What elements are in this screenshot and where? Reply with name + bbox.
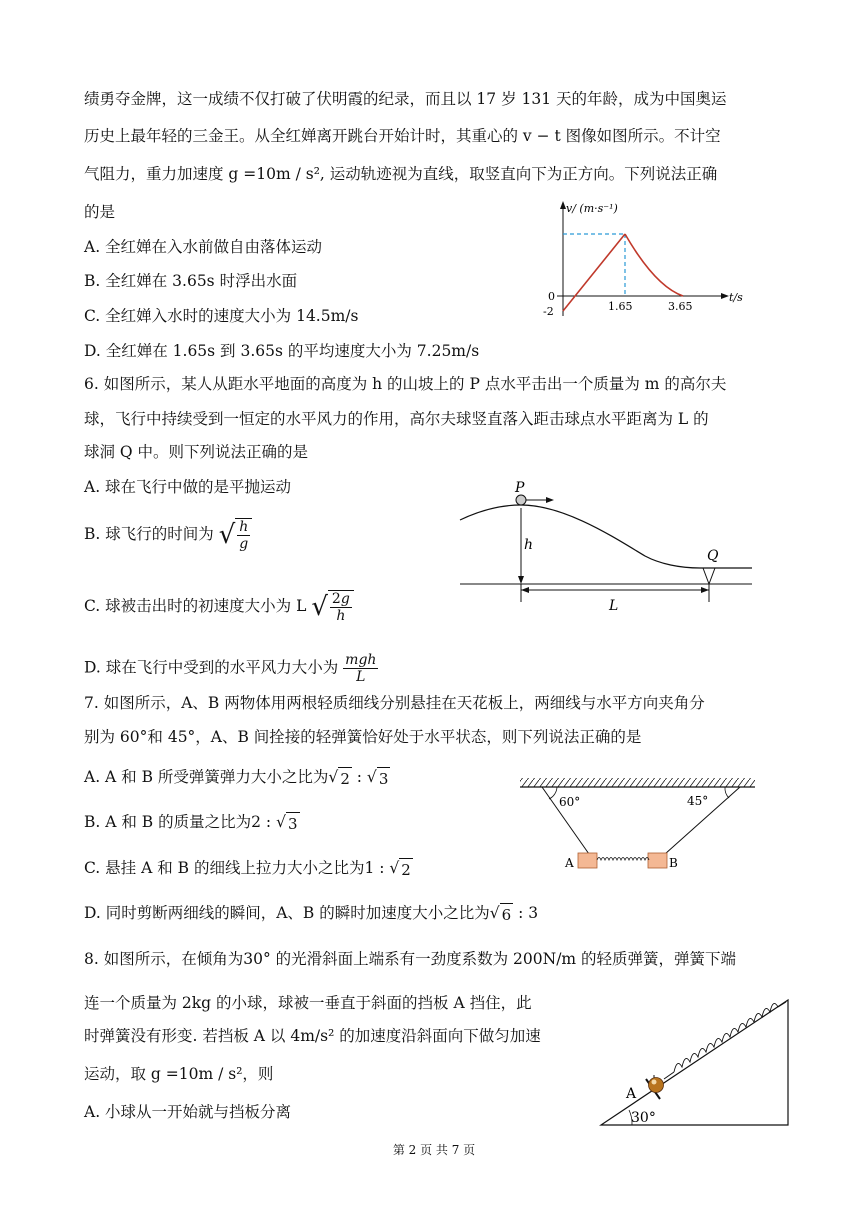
vt-graph [535, 198, 750, 323]
spring-figure [515, 772, 760, 877]
q5-stem-line4: 的是 [84, 203, 116, 221]
spring-angle-60: 60° [559, 795, 581, 809]
q6-option-d-text: D. 球在飞行中受到的水平风力大小为 [84, 658, 339, 677]
q7-option-d [84, 902, 538, 926]
q7-option-c [84, 857, 413, 881]
q5-option-d: D. 全红婵在 1.65s 到 3.65s 的平均速度大小为 7.25m/s [84, 342, 480, 360]
q7-option-a [84, 766, 390, 790]
incline-figure [598, 995, 793, 1130]
q8-stem-line2: 连一个质量为 2kg 的小球，球被一垂直于斜面的挡板 A 挡住，此 [84, 994, 532, 1012]
q6-option-c [84, 590, 354, 624]
spring-label-a: A [565, 856, 574, 870]
q6-option-b-text: B. 球飞行的时间为 [84, 525, 214, 543]
q6-option-c-text: C. 球被击出时的初速度大小为 L [84, 597, 307, 615]
sqrt-2g-over-h: √ $\frac{2g}{h}$ [311, 590, 353, 624]
q5-option-c: C. 全红婵入水时的速度大小为 14.5m/s [84, 307, 359, 325]
q5-stem-line2: 历史上最年轻的三金王。从全红婵离开跳台开始计时，其重心的 v − t 图像如图所示。不计空 [84, 127, 721, 145]
q5-option-b: B. 全红婵在 3.65s 时浮出水面 [84, 272, 298, 290]
q8-stem-line3: 时弹簧没有形变. 若挡板 A 以 4m/s² 的加速度沿斜面向下做匀加速 [84, 1027, 541, 1045]
ratio-1-sqrt2: 1 : √ 2 [364, 859, 411, 879]
golf-label-h: h [524, 537, 534, 553]
q6-option-a: A. 球在飞行中做的是平抛运动 [84, 478, 292, 496]
q6-stem-line3: 球洞 Q 中。则下列说法正确的是 [84, 443, 309, 461]
incline-angle: 30° [631, 1110, 656, 1126]
q6-stem-line2: 球，飞行中持续受到一恒定的水平风力的作用，高尔夫球竖直落入距击球点水平距离为 L 的 [84, 410, 709, 428]
ratio-2-sqrt3: 2 : √ 3 [251, 813, 298, 833]
spring-label-b: B [669, 856, 678, 870]
q7-option-b [84, 811, 300, 835]
q6-stem-line1: 6. 如图所示，某人从距水平地面的高度为 h 的山坡上的 P 点水平击出一个质量为 m 的高尔夫 [84, 375, 727, 393]
graph-y-label: v/ (m·s⁻¹) [566, 202, 618, 215]
spring-angle-45: 45° [687, 794, 709, 808]
q6-option-b [84, 518, 252, 552]
q7-option-d-text: D. 同时剪断两细线的瞬间，A、B 的瞬时加速度大小之比为 [84, 904, 490, 922]
sqrt-h-over-g: √ $\frac{h}{g}$ [219, 518, 253, 552]
q7-stem-line1: 7. 如图所示，A、B 两物体用两根轻质细线分别悬挂在天花板上，两细线与水平方向夹角分 [84, 694, 705, 712]
graph-t1: 1.65 [608, 300, 633, 313]
q7-option-b-text: B. A 和 B 的质量之比为 [84, 813, 252, 831]
graph-x-label: t/s [729, 291, 743, 304]
q5-option-a: A. 全红婵在入水前做自由落体运动 [84, 238, 323, 256]
q8-option-a: A. 小球从一开始就与挡板分离 [84, 1103, 292, 1121]
page-footer: 第 2 页 共 7 页 [392, 1143, 476, 1157]
q5-stem-line1: 绩勇夺金牌，这一成绩不仅打破了伏明霞的纪录，而且以 17 岁 131 天的年龄，成为中国奥运 [84, 90, 727, 108]
golf-label-p: P [515, 480, 525, 496]
ratio-sqrt6-3: √ 6 : 3 [489, 904, 539, 924]
golf-label-q: Q [707, 548, 719, 564]
golf-figure [455, 478, 755, 616]
q7-option-c-text: C. 悬挂 A 和 B 的细线上拉力大小之比为 [84, 859, 365, 877]
golf-label-l: L [609, 598, 619, 614]
incline-label-a: A [626, 1086, 637, 1102]
q6-option-d [84, 652, 378, 685]
graph-t2: 3.65 [668, 300, 693, 313]
q8-stem-line1: 8. 如图所示，在倾角为30° 的光滑斜面上端系有一劲度系数为 200N/m 的轻质弹簧，弹簧下端 [84, 950, 737, 968]
q5-stem-line3: 气阻力，重力加速度 g =10m / s², 运动轨迹视为直线，取竖直向下为正方向。下列说法正确 [84, 165, 718, 183]
graph-neg: -2 [543, 305, 554, 318]
graph-origin: 0 [548, 290, 555, 303]
q7-option-a-text: A. A 和 B 所受弹簧弹力大小之比为 [84, 768, 329, 786]
ratio-sqrt2-sqrt3: √ 2 : √ 3 [328, 768, 389, 788]
fraction-mgh-over-l: $\frac{\text{mgh}}{L}$ [345, 652, 377, 685]
q7-stem-line2: 别为 60°和 45°，A、B 间拴接的轻弹簧恰好处于水平状态，则下列说法正确的是 [84, 728, 642, 746]
q8-stem-line4: 运动，取 g =10m / s²，则 [84, 1065, 274, 1083]
